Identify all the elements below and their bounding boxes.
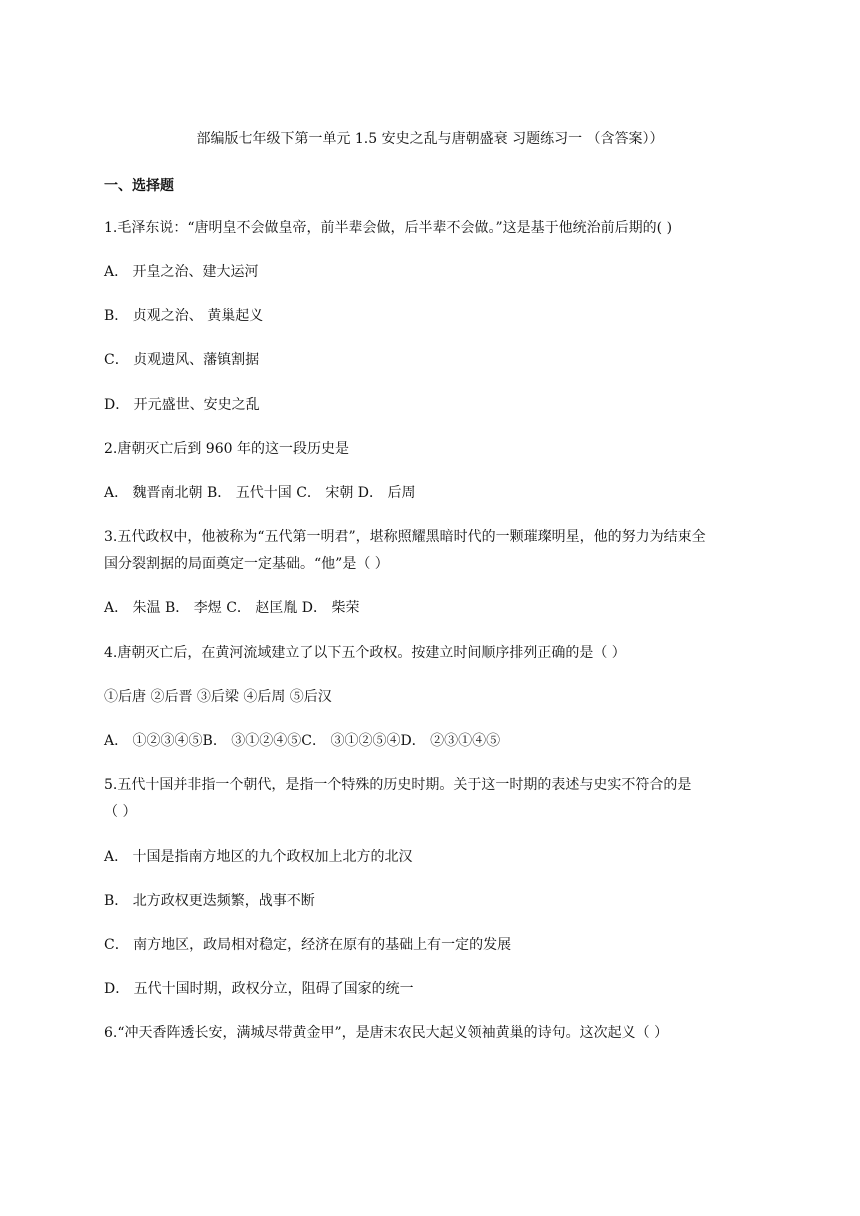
question-1-option-d: D． 开元盛世、安史之乱 — [104, 397, 260, 413]
question-4-stem: 4.唐朝灭亡后，在黄河流域建立了以下五个政权。按建立时间顺序排列正确的是（ ） — [104, 645, 626, 661]
question-5-stem-line-1: 5.五代十国并非指一个朝代，是指一个特殊的历史时期。关于这一时期的表述与史实不符合的是 — [104, 777, 692, 793]
question-3-options: A． 朱温 B． 李煜 C． 赵匡胤 D． 柴荣 — [104, 600, 360, 616]
question-3-stem-line-1: 3.五代政权中，他被称为“五代第一明君”，堪称照耀黑暗时代的一颗璀璨明星，他的努力为结束全 — [104, 529, 706, 545]
question-1-option-b: B． 贞观之治、 黄巢起义 — [104, 308, 264, 324]
question-5-option-d: D． 五代十国时期，政权分立，阻碍了国家的统一 — [104, 981, 414, 997]
question-5-option-a: A． 十国是指南方地区的九个政权加上北方的北汉 — [104, 849, 413, 865]
question-5-option-b: B． 北方政权更迭频繁，战事不断 — [104, 893, 315, 909]
document-title: 部编版七年级下第一单元 1.5 安史之乱与唐朝盛衰 习题练习一 （含答案）） — [196, 131, 664, 147]
question-1-stem: 1.毛泽东说：“唐明皇不会做皇帝，前半辈会做，后半辈不会做。”这是基于他统治前后期的( ) — [104, 220, 673, 236]
question-4-options: A． ①②③④⑤B． ③①②④⑤C． ③①②⑤④D． ②③①④⑤ — [104, 733, 501, 749]
question-1-option-c: C． 贞观遗风、藩镇割据 — [104, 352, 260, 368]
question-4-items: ①后唐 ②后晋 ③后梁 ④后周 ⑤后汉 — [104, 689, 332, 705]
question-3-stem-line-2: 国分裂割据的局面奠定一定基础。“他”是（ ） — [104, 556, 389, 572]
question-2-stem: 2.唐朝灭亡后到 960 年的这一段历史是 — [104, 441, 349, 457]
section-heading: 一、选择题 — [104, 178, 174, 194]
question-5-stem-line-2: （ ） — [104, 804, 137, 820]
question-5-option-c: C． 南方地区，政局相对稳定，经济在原有的基础上有一定的发展 — [104, 937, 512, 953]
question-1-option-a: A． 开皇之治、建大运河 — [104, 264, 259, 280]
question-2-options: A． 魏晋南北朝 B． 五代十国 C． 宋朝 D． 后周 — [104, 485, 416, 501]
question-6-stem: 6.“冲天香阵透长安，满城尽带黄金甲”，是唐末农民大起义领袖黄巢的诗句。这次起义（ ） — [104, 1025, 669, 1041]
